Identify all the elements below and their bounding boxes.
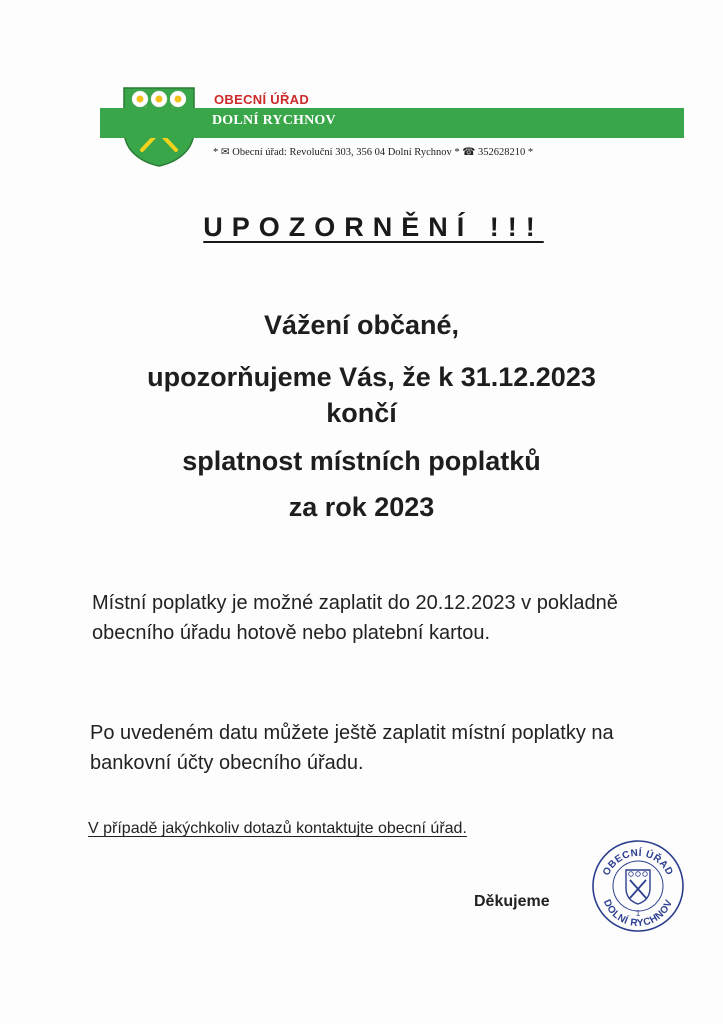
official-stamp	[590, 838, 686, 934]
bank-payment-paragraph: Po uvedeném datu můžete ještě zaplatit místní poplatky na bankovní účty obecního úřadu.	[90, 722, 614, 774]
headline-line: upozorňujeme Vás, že k 31.12.2023	[147, 362, 596, 392]
office-name-line1: OBECNÍ ÚŘAD	[214, 92, 310, 107]
thanks-text: Děkujeme	[474, 893, 550, 910]
payment-info-paragraph: Místní poplatky je možné zaplatit do 20.12.2023 v pokladně obecního úřadu hotově nebo platební kartou.	[92, 592, 618, 644]
stamp-emblem-icon	[626, 870, 650, 904]
headline-greeting: Vážení občané,	[263, 310, 460, 340]
notice-title: UPOZORNĚNÍ !!!	[203, 212, 544, 242]
stamp-bottom-text: DOLNÍ RYCHNOV	[600, 897, 676, 930]
office-name-line2: DOLNÍ RYCHNOV	[212, 113, 336, 128]
headline-line: splatnost místních poplatků	[182, 446, 541, 476]
headline-line: končí	[326, 398, 397, 428]
svg-text:OBECNÍ ÚŘAD	[601, 846, 675, 878]
contact-note: V případě jakýchkoliv dotazů kontaktujte obecní úřad.	[88, 820, 467, 837]
header-green-bar	[100, 108, 684, 138]
headline-line: za rok 2023	[288, 492, 435, 522]
stamp-number: 1	[635, 909, 641, 918]
office-address: * ✉ Obecní úřad: Revoluční 303, 356 04 Dolní Rychnov * ☎ 352628210 *	[213, 147, 534, 158]
stamp-top-text: OBECNÍ ÚŘAD	[601, 847, 675, 878]
